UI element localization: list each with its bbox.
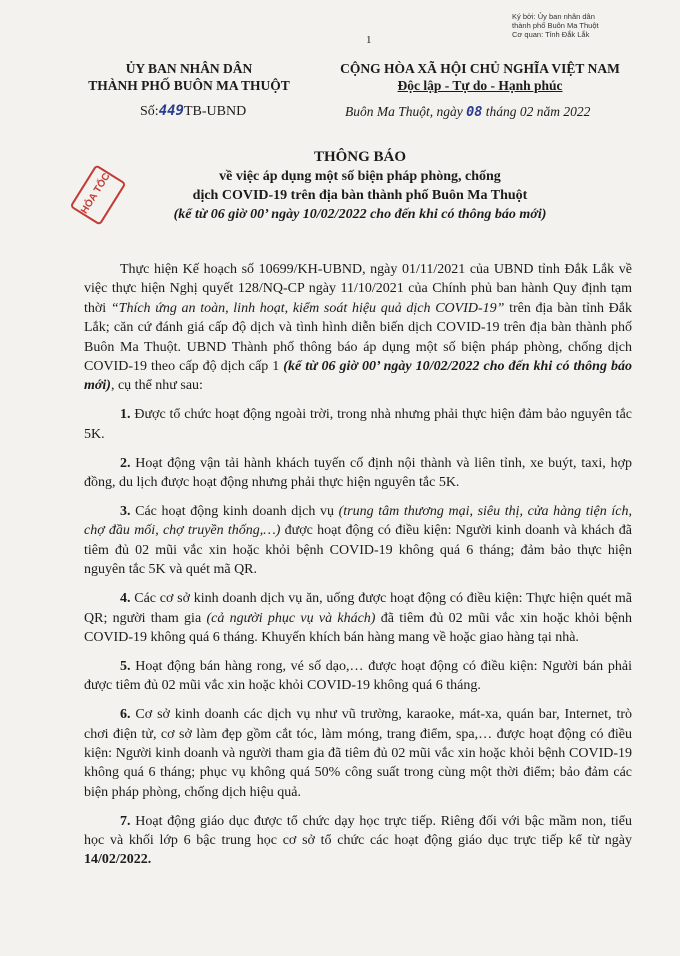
measure-item-1 — [84, 405, 632, 444]
notice-title — [80, 148, 640, 224]
measure-item-6 — [84, 705, 632, 802]
title-subject-line: dịch COVID-19 trên địa bàn thành phố Buôn Ma Thuột — [192, 188, 528, 203]
item-text: Hoạt động bán hàng rong, vé số dạo,… được hoạt động có điều kiện: Người bán phải được tiêm đủ 02 mũi vắc xin hoặc khỏi COVID-19 không quá 6 tháng. — [84, 658, 632, 694]
issuing-organization — [84, 60, 294, 94]
nation-name: CỘNG HÒA XÃ HỘI CHỦ NGHĨA VIỆT NAM — [340, 61, 620, 76]
intro-text: Thực hiện Kế hoạch số 10699/KH-UBND, ngày 01/11/2021 của UBND tỉnh Đắk Lắk về việc thực hiện Nghị quyết 128/NQ-CP ngày 11/10/2021 của Chính phủ ban hành Quy định tạm thời — [84, 262, 632, 316]
title-heading: THÔNG BÁO — [313, 149, 407, 165]
urgent-stamp: HỎA TỐC — [69, 164, 126, 225]
docno-prefix: Số: — [140, 104, 159, 119]
notice-body — [84, 260, 632, 870]
item-text: được hoạt động có điều kiện: Người kinh doanh và khách đã tiêm đủ 02 mũi vắc xin hoặc khỏi bệnh COVID-19 không quá 6 tháng; đảm bảo thực hiện nguyên tắc 5K và quét mã QR. — [84, 523, 632, 578]
item-text: Hoạt động vận tải hành khách tuyến cố định nội thành và liên tỉnh, xe buýt, taxi, hợp đồng, du lịch được hoạt động nhưng phải thực hiện nguyên tắc 5K. — [84, 455, 632, 491]
item-italic-text: (cả người phục vụ và khách) — [206, 610, 376, 626]
item-number: 1. — [120, 407, 131, 423]
date-prefix: Buôn Ma Thuột, ngày — [345, 104, 463, 119]
docno-handwritten: 449 — [158, 103, 184, 119]
national-motto: Độc lập - Tự do - Hạnh phúc — [397, 78, 563, 93]
measure-item-5 — [84, 657, 632, 696]
digital-signature-note — [512, 12, 662, 39]
org-line: THÀNH PHỐ BUÔN MA THUỘT — [88, 78, 290, 93]
item-number: 4. — [120, 591, 131, 607]
page-number: 1 — [366, 34, 372, 46]
item-text: Các hoạt động kinh doanh dịch vụ — [130, 503, 339, 519]
item-text: Được tổ chức hoạt động ngoài trời, trong nhà nhưng phải thực hiện đảm bảo nguyên tắc 5K. — [84, 407, 632, 442]
item-text: Các cơ sở kinh doanh dịch vụ ăn, uống được hoạt động có điều kiện: Thực hiện quét mã QR; người tham gia — [84, 591, 632, 626]
intro-text: trên địa bàn tỉnh Đắk Lắk; căn cứ đánh giá cấp độ dịch và tình hình diễn biến dịch COVID-19 trên địa bàn thành phố Buôn Ma Thuột. UBND Thành phố thông báo áp dụng một số biện pháp phòng, chống dịch COVID-19 theo cấp độ dịch cấp 1 — [84, 300, 633, 375]
intro-text: , cụ thể như sau: — [110, 378, 203, 394]
item-text: Hoạt động giáo dục được tổ chức dạy học trực tiếp. Riêng đối với bậc mầm non, tiểu học và khối lớp 6 bậc trung học cơ sở tổ chức các hoạt động giáo dục trực tiếp kể từ ngày — [84, 813, 632, 849]
title-subject-line: về việc áp dụng một số biện pháp phòng, chống — [219, 169, 501, 184]
national-heading — [325, 60, 635, 94]
item-bold-date: 14/02/2022. — [84, 852, 152, 868]
title-effective-date: (kể từ 06 giờ 00’ ngày 10/02/2022 cho đến khi có thông báo mới) — [173, 207, 547, 222]
signature-line: Cơ quan: Tỉnh Đắk Lắk — [512, 30, 590, 39]
issue-date — [345, 104, 590, 120]
item-italic-text: (trung tâm thương mại, siêu thị, cửa hàng tiện ích, chợ đầu mối, chợ truyền thống,…) — [84, 503, 633, 539]
org-line: ỦY BAN NHÂN DÂN — [125, 61, 253, 76]
document-number — [140, 103, 246, 120]
signature-line: thành phố Buôn Ma Thuột — [512, 21, 599, 30]
item-text: đã tiêm đủ 02 mũi vắc xin hoặc khỏi bệnh COVID-19 không quá 6 tháng. Khuyến khích bán hàng mang về hoặc giao hàng tại nhà. — [84, 610, 632, 645]
measure-item-2 — [84, 454, 632, 493]
measure-item-3 — [84, 502, 632, 580]
item-number: 2. — [120, 455, 131, 471]
item-number: 5. — [120, 658, 131, 674]
date-suffix: tháng 02 năm 2022 — [485, 104, 591, 119]
date-day-handwritten: 08 — [466, 104, 483, 120]
measure-item-4 — [84, 589, 632, 647]
item-number: 6. — [120, 707, 131, 723]
item-text: Cơ sở kinh doanh các dịch vụ như vũ trường, karaoke, mát-xa, quán bar, Internet, trò chơi điện tử, cơ sở làm đẹp gồm cắt tóc, làm móng, trang điểm, spa,… được hoạt động có điều kiện: Người kinh doanh và người tham gia đã tiêm đủ 02 mũi vắc xin hoặc khỏi bệnh COVID-19 không quá 6 tháng; phục vụ không quá 50% công suất trong cùng một thời điểm; bảo đảm các biện pháp phòng, chống dịch hiệu quả. — [84, 707, 632, 800]
intro-quote: “Thích ứng an toàn, linh hoạt, kiểm soát hiệu quả dịch COVID-19” — [110, 300, 505, 316]
item-number: 7. — [120, 813, 131, 829]
intro-effective-date: (kể từ 06 giờ 00’ ngày 10/02/2022 cho đến khi có thông báo mới) — [84, 359, 633, 394]
docno-suffix: TB-UBND — [183, 104, 247, 119]
measure-item-7 — [84, 812, 632, 870]
intro-paragraph — [84, 260, 632, 396]
signature-line: Ký bởi: Ủy ban nhân dân — [512, 12, 595, 21]
item-number: 3. — [120, 503, 131, 519]
